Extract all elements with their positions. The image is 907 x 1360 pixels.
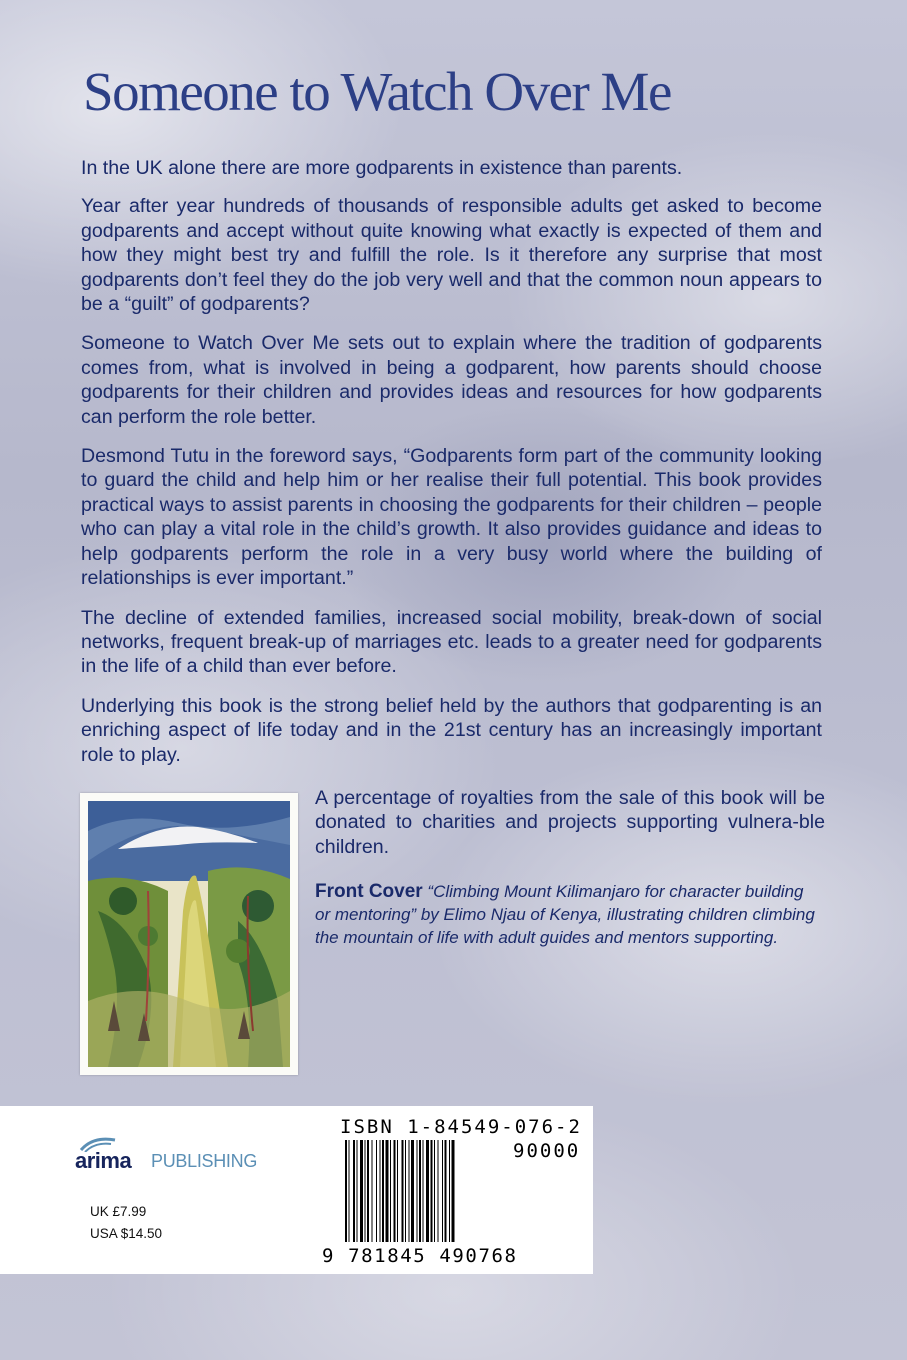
royalty-note: A percentage of royalties from the sale of this book will be donated to charities and projects supporting vulnera-ble children. <box>315 787 825 858</box>
footer-panel <box>0 1106 593 1274</box>
blurb-paragraph: Underlying this book is the strong belief held by the authors that godparenting is an enriching aspect of life today and in the 21st century has an increasingly important role to play. <box>81 694 822 766</box>
publisher-name-light: PUBLISHING <box>151 1151 258 1171</box>
front-cover-credit <box>315 880 815 949</box>
ean-digits: 9 781845 490768 <box>322 1245 518 1267</box>
price-usa: USA $14.50 <box>90 1226 163 1241</box>
front-cover-label: Front Cover <box>315 881 423 902</box>
blurb-paragraph: In the UK alone there are more godparents in existence than parents. <box>81 157 683 179</box>
blurb-paragraph: Year after year hundreds of thousands of responsible adults get asked to become godparents and accept without quite knowing what exactly is expected of them and how they might best try and fulfill the role. Is it therefore any surprise that most godparents don’t feel they do the job very well and that the common noun appears to be a “guilt” of godparents? <box>81 195 822 316</box>
barcode-addon-digits: 90000 <box>513 1140 581 1162</box>
blurb <box>81 156 822 782</box>
book-title: Someone to Watch Over Me <box>83 61 671 122</box>
kilimanjaro-painting <box>88 801 290 1067</box>
blurb-paragraph: The decline of extended families, increased social mobility, break-down of social networks, frequent break-up of marriages etc. leads to a greater need for godparents in the life of a child than ever before. <box>81 606 822 678</box>
blurb-paragraph: Desmond Tutu in the foreword says, “Godparents form part of the community looking to guard the child and help him or her realise their full potential. This book provides practical ways to assist parents in choosing the godparents for their children – people who can play a vital role in the child’s growth. It also provides guidance and ideas to help godparents perform the role in a very busy world where the building of relationships is ever important.” <box>81 445 822 590</box>
blurb-paragraph: Someone to Watch Over Me sets out to explain where the tradition of godparents comes from, what is involved in being a godparent, how parents should choose godparents for their children and provides ideas and resources for how godparents can perform the role better. <box>81 332 822 428</box>
publisher-name-bold: arima <box>75 1148 132 1173</box>
publisher-logo <box>75 1136 275 1176</box>
front-cover-description: “Climbing Mount Kilimanjaro for character building or mentoring” by Elimo Njau of Kenya, illustrating children climbing the mountain of life with adult guides and mentors supporting. <box>315 882 815 947</box>
barcode-icon <box>345 1140 505 1248</box>
price-uk: UK £7.99 <box>90 1204 147 1219</box>
cover-artwork-thumbnail <box>80 793 298 1075</box>
isbn-label: ISBN 1-84549-076-2 <box>340 1116 582 1138</box>
